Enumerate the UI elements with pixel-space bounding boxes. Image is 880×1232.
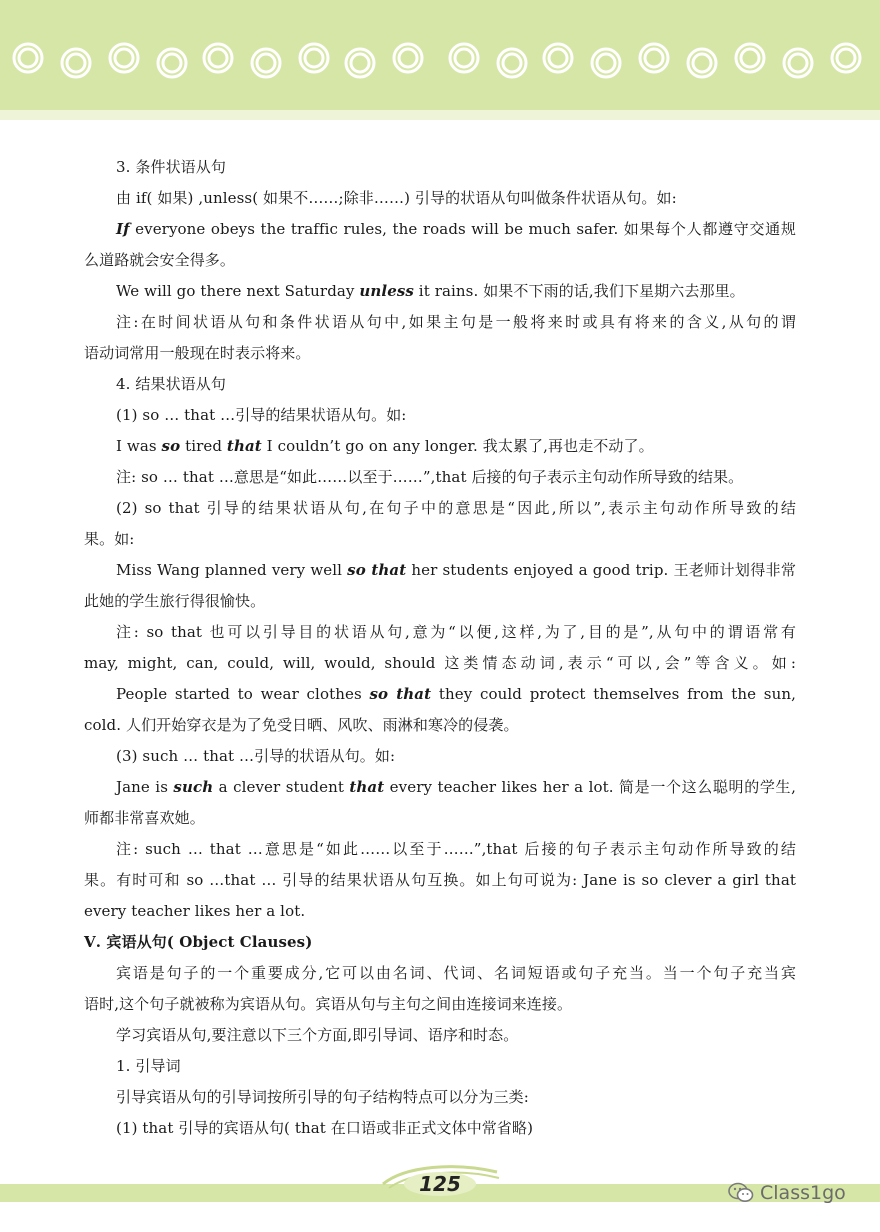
text-run: 注: so … that …意思是“如此……以至于……”,that 后接的句子表示主句动作所导致的结果。 (116, 468, 744, 486)
watermark-text: Class1go (760, 1182, 846, 1204)
text-run: 么道路就会安全得多。 (84, 251, 236, 269)
text-run: (1) that 引导的宾语从句( that 在口语或非正式文体中常省略) (116, 1119, 534, 1137)
emphasized-word: If (116, 220, 130, 238)
wechat-icon (728, 1182, 754, 1204)
text-run: 学习宾语从句,要注意以下三个方面,即引导词、语序和时态。 (116, 1026, 519, 1044)
text-line (84, 834, 796, 865)
emphasized-word: so that (347, 561, 407, 579)
text-line (84, 989, 796, 1020)
text-line (84, 307, 796, 338)
text-run: I was (116, 437, 162, 455)
text-run: tired (180, 437, 227, 455)
text-run: 由 if( 如果) ,unless( 如果不……;除非……) 引导的状语从句叫做条件状语从句。如: (116, 189, 677, 207)
emphasized-word: that (226, 437, 262, 455)
text-run: Jane is (116, 778, 174, 796)
decorative-rings-icon (0, 0, 880, 110)
text-line (84, 1113, 796, 1144)
text-run: 宾语是句子的一个重要成分,它可以由名词、代词、名词短语或句子充当。当一个句子充当宾 (116, 964, 796, 982)
text-line (84, 958, 796, 989)
text-line (84, 617, 796, 648)
text-line (84, 1082, 796, 1113)
text-line (84, 741, 796, 772)
emphasized-word: so that (369, 685, 432, 703)
text-line (84, 183, 796, 214)
watermark (728, 1178, 846, 1208)
text-run: her students enjoyed a good trip. 王老师计划得非常 (411, 561, 796, 579)
text-run: 语动词常用一般现在时表示将来。 (84, 344, 311, 362)
text-line (84, 400, 796, 431)
text-line (84, 493, 796, 524)
text-run: 4. 结果状语从句 (116, 375, 226, 393)
text-line (84, 710, 796, 741)
text-run: everyone obeys the traffic rules, the roads will be much safer. 如果每个人都遵守交通规 (135, 220, 796, 238)
text-line (84, 865, 796, 896)
text-run: 果。有时可和 so …that … 引导的结果状语从句互换。如上句可说为: Jane is so clever a girl that (84, 871, 796, 889)
section-heading: Ⅴ. 宾语从句( Object Clauses) (84, 933, 313, 951)
text-run: (2) so that 引导的结果状语从句,在句子中的意思是“因此,所以”,表示主句动作所导致的结 (116, 499, 796, 517)
text-run: it rains. 如果不下雨的话,我们下星期六去那里。 (413, 282, 745, 300)
emphasized-word: so (161, 437, 181, 455)
text-line (84, 276, 796, 307)
text-line (84, 1020, 796, 1051)
text-line (84, 462, 796, 493)
text-line (84, 648, 796, 679)
text-line (84, 431, 796, 462)
text-run: (1) so … that …引导的结果状语从句。如: (116, 406, 407, 424)
text-run: (3) such … that …引导的状语从句。如: (116, 747, 396, 765)
text-line (84, 338, 796, 369)
text-run: 1. 引导词 (116, 1057, 181, 1075)
text-line (84, 214, 796, 245)
text-line (84, 245, 796, 276)
text-line (84, 586, 796, 617)
text-run: 此她的学生旅行得很愉快。 (84, 592, 266, 610)
text-run: I couldn’t go on any longer. 我太累了,再也走不动了。 (261, 437, 654, 455)
text-run: 果。如: (84, 530, 135, 548)
text-run: 注: so that 也可以引导目的状语从句,意为“以便,这样,为了,目的是”,从句中的谓语常有 (116, 623, 796, 641)
text-line (84, 772, 796, 803)
text-run: a clever student (213, 778, 350, 796)
text-run: 师都非常喜欢她。 (84, 809, 205, 827)
emphasized-word: such (173, 778, 214, 796)
text-line (84, 555, 796, 586)
emphasized-word: unless (359, 282, 414, 300)
header-divider (0, 110, 880, 120)
page-body (84, 152, 796, 1144)
header-band (0, 0, 880, 110)
text-run: may, might, can, could, will, would, should 这类情态动词,表示“可以,会”等含义。如: (84, 654, 796, 672)
text-run: 注:在时间状语从句和条件状语从句中,如果主句是一般将来时或具有将来的含义,从句的谓 (116, 313, 796, 331)
text-run: they could protect themselves from the sun, (438, 685, 796, 703)
text-run: 3. 条件状语从句 (116, 158, 226, 176)
text-line (84, 803, 796, 834)
text-line (84, 524, 796, 555)
emphasized-word: that (349, 778, 385, 796)
text-run: every teacher likes her a lot. 简是一个这么聪明的学生, (389, 778, 796, 796)
text-run: every teacher likes her a lot. (84, 902, 306, 920)
text-line (84, 369, 796, 400)
text-run: 注: such … that …意思是“如此……以至于……”,that 后接的句子表示主句动作所导致的结 (116, 840, 796, 858)
text-run: 语时,这个句子就被称为宾语从句。宾语从句与主句之间由连接词来连接。 (84, 995, 573, 1013)
text-line (84, 679, 796, 710)
text-line (84, 152, 796, 183)
text-line (84, 896, 796, 927)
text-run: People started to wear clothes (116, 685, 370, 703)
text-run: 引导宾语从句的引导词按所引导的句子结构特点可以分为三类: (116, 1088, 529, 1106)
page-number: 125 (419, 1172, 461, 1196)
text-run: We will go there next Saturday (116, 282, 360, 300)
text-run: Miss Wang planned very well (116, 561, 348, 579)
text-line (84, 927, 796, 958)
text-run: cold. 人们开始穿衣是为了免受日晒、风吹、雨淋和寒冷的侵袭。 (84, 716, 519, 734)
text-line (84, 1051, 796, 1082)
